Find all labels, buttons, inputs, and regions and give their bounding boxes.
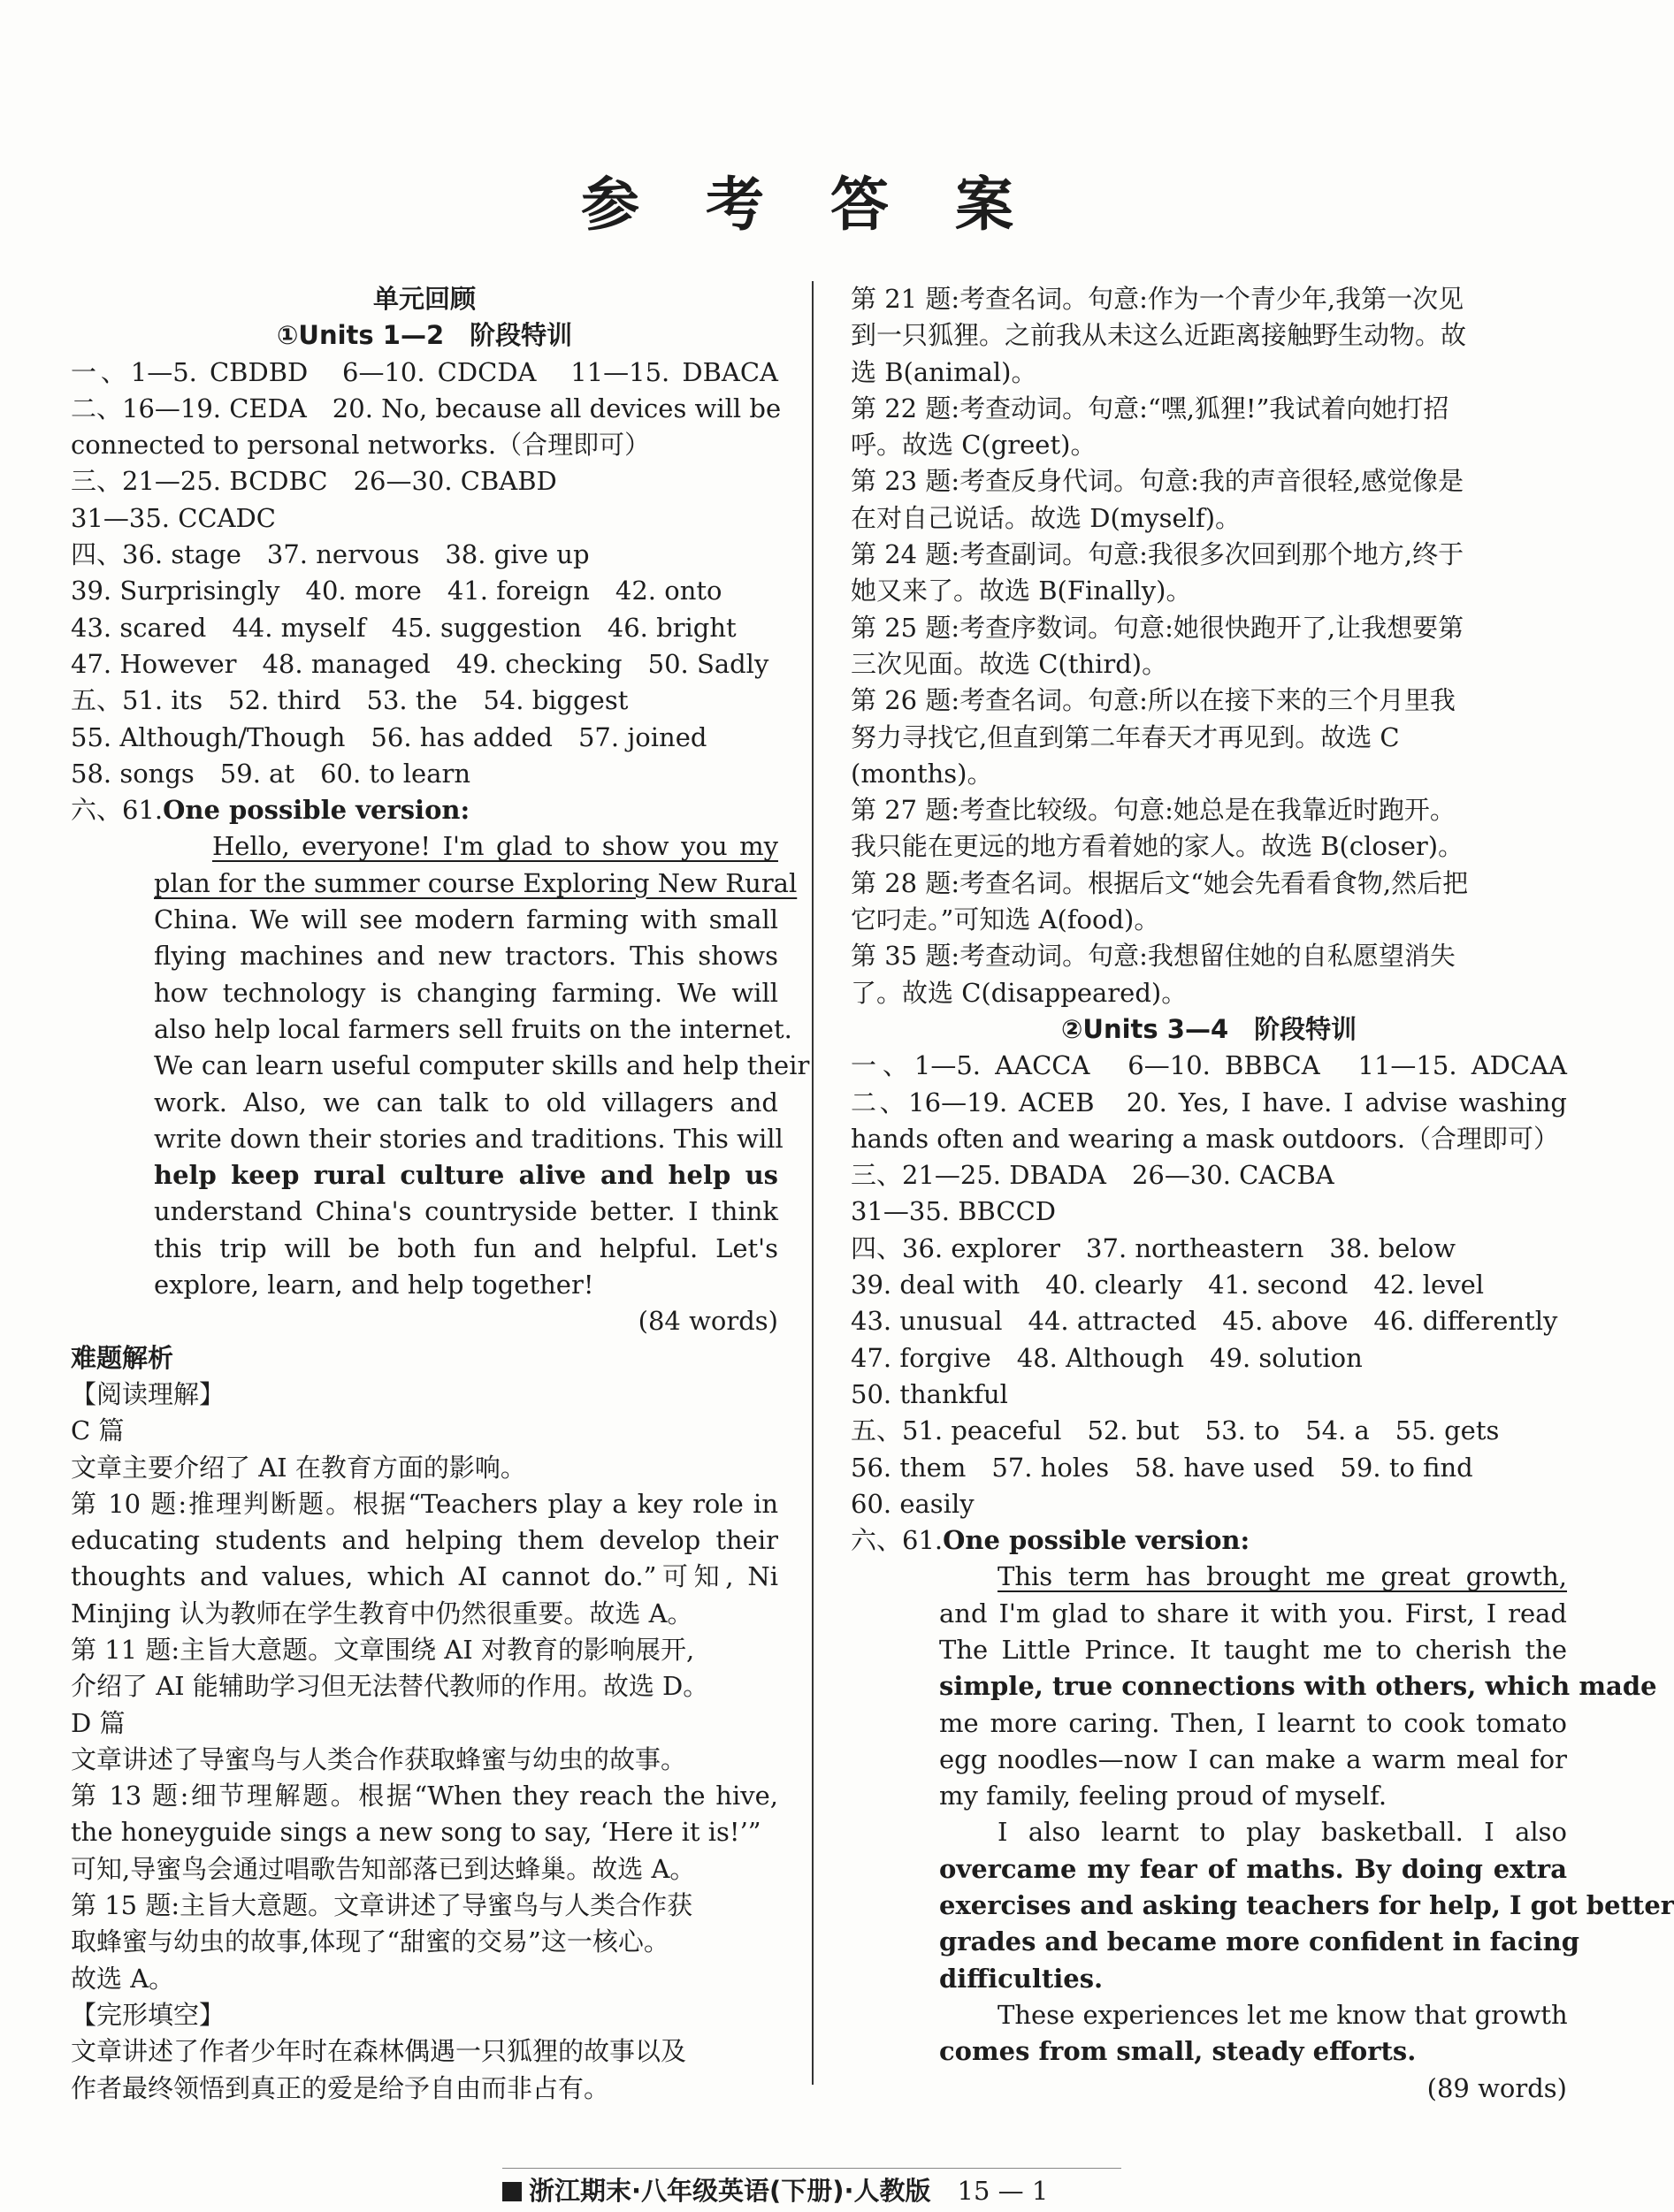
column-divider xyxy=(812,281,814,2085)
analysis-line: 可知,导蜜鸟会通过唱歌告知部落已到达蜂巢。故选 A。 xyxy=(71,1853,696,1884)
answer-line: 43. unusual 44. attracted 45. above 46. differently xyxy=(851,1306,1558,1337)
answer-line: 47. However 48. managed 49. checking 50. Sadly xyxy=(71,648,769,679)
answer-line: 二、16—19. ACEB 20. Yes, I have. I advise washing xyxy=(851,1087,1567,1117)
cloze-line: 它叼走。”可知选 A(food)。 xyxy=(851,904,1160,935)
section-title: 单元回顾 xyxy=(372,284,476,314)
essay-line: exercises and asking teachers for help, I got better xyxy=(939,1890,1674,1921)
essay-line: This term has brought me great growth, xyxy=(998,1561,1567,1592)
analysis-line: educating students and helping them develop their xyxy=(71,1525,778,1556)
footer-text: 浙江期末·八年级英语(下册)·人教版 xyxy=(529,2176,931,2206)
cloze-line: 她又来了。故选 B(Finally)。 xyxy=(851,576,1192,606)
analysis-line: 第 10 题:推理判断题。根据“Teachers play a key role in xyxy=(71,1488,778,1519)
answer-line: 五、51. peaceful 52. but 53. to 54. a 55. gets xyxy=(851,1415,1500,1446)
analysis-line: 故选 A。 xyxy=(71,1963,175,1994)
essay-version-label: One possible version: xyxy=(163,795,470,826)
analysis-line: the honeyguide sings a new song to say, ‘Here it is!’” xyxy=(71,1817,761,1848)
answer-line: 一、1—5. CBDBD 6—10. CDCDA 11—15. DBACA xyxy=(71,356,778,387)
cloze-line: 第 22 题:考查动词。句意:“嘿,狐狸!”我试着向她打招 xyxy=(851,393,1449,423)
essay-line: this trip will be both fun and helpful. Let's xyxy=(154,1232,778,1263)
analysis-line: Minjing 认为教师在学生教育中仍然很重要。故选 A。 xyxy=(71,1598,693,1628)
essay-2 xyxy=(851,1559,1674,2070)
answer-line: 43. scared 44. myself 45. suggestion 46. bright xyxy=(71,612,737,643)
square-bullet-icon xyxy=(502,2182,522,2201)
cloze-line: 我只能在更远的地方看着她的家人。故选 B(closer)。 xyxy=(851,831,1464,862)
answer-line: 47. forgive 48. Although 49. solution xyxy=(851,1342,1363,1373)
cloze-line: 第 26 题:考查名词。句意:所以在接下来的三个月里我 xyxy=(851,685,1456,716)
essay-line: my family, feeling proud of myself. xyxy=(939,1781,1387,1812)
essay-line: plan for the summer course Exploring New Rural xyxy=(154,867,798,898)
cloze-line: 第 35 题:考查动词。句意:我想留住她的自私愿望消失 xyxy=(851,941,1456,972)
answer-line: 50. thankful xyxy=(851,1378,1008,1409)
answer-line: 31—35. CCADC xyxy=(71,502,276,533)
essay-line: grades and became more confident in facing xyxy=(939,1926,1579,1957)
analysis-line: thoughts and values, which AI cannot do.”可知, Ni xyxy=(71,1561,778,1592)
essay-line: how technology is changing farming. We will xyxy=(154,977,778,1008)
analysis-line: D 篇 xyxy=(71,1707,126,1738)
answer-line: 31—35. BBCCD xyxy=(851,1196,1057,1227)
analysis-line: 取蜂蜜与幼虫的故事,体现了“甜蜜的交易”这一核心。 xyxy=(71,1926,669,1957)
essay-line: write down their stories and traditions. This will xyxy=(154,1123,783,1154)
answer-line: connected to personal networks.（合理即可） xyxy=(71,430,651,461)
cloze-line: 呼。故选 C(greet)。 xyxy=(851,430,1097,461)
cloze-line: 第 21 题:考查名词。句意:作为一个青少年,我第一次见 xyxy=(851,284,1464,314)
left-column xyxy=(71,281,810,2107)
essay-line: China. We will see modern farming with small xyxy=(154,904,778,935)
essay-line: work. Also, we can talk to old villagers and xyxy=(154,1087,778,1117)
essay-line: explore, learn, and help together! xyxy=(154,1270,594,1301)
cloze-line: 第 23 题:考查反身代词。句意:我的声音很轻,感觉像是 xyxy=(851,466,1464,497)
essay-line: egg noodles—now I can make a warm meal for xyxy=(939,1743,1567,1774)
essay-line: comes from small, steady efforts. xyxy=(939,2036,1417,2067)
answer-line: 一、1—5. AACCA 6—10. BBBCA 11—15. ADCAA xyxy=(851,1050,1567,1081)
analysis-line: 第 11 题:主旨大意题。文章围绕 AI 对教育的影响展开, xyxy=(71,1634,695,1665)
analysis-line: 第 13 题:细节理解题。根据“When they reach the hive, xyxy=(71,1781,778,1812)
answer-line: 39. deal with 40. clearly 41. second 42. level xyxy=(851,1270,1485,1301)
analysis-title: 难题解析 xyxy=(71,1342,174,1373)
right-column xyxy=(851,281,1674,2107)
answer-line: 58. songs 59. at 60. to learn xyxy=(71,758,471,789)
answer-line: 55. Although/Though 56. has added 57. joined xyxy=(71,721,707,752)
essay-line: me more caring. Then, I learnt to cook tomato xyxy=(939,1707,1567,1738)
essay-number: 六、61. xyxy=(71,795,164,826)
answer-line: 56. them 57. holes 58. have used 59. to find xyxy=(851,1452,1473,1483)
analysis-line: C 篇 xyxy=(71,1415,125,1446)
reading-title: 【阅读理解】 xyxy=(71,1378,225,1409)
analysis-line: 文章讲述了导蜜鸟与人类合作获取蜂蜜与幼虫的故事。 xyxy=(71,1743,687,1774)
analysis-line: 文章主要介绍了 AI 在教育方面的影响。 xyxy=(71,1452,526,1483)
essay-line: Hello, everyone! I'm glad to show you my xyxy=(212,831,778,862)
answer-line: 五、51. its 52. third 53. the 54. biggest xyxy=(71,685,629,716)
essay-line: simple, true connections with others, which made xyxy=(939,1671,1657,1702)
cloze-line: 选 B(animal)。 xyxy=(851,356,1037,387)
cloze-line: 第 24 题:考查副词。句意:我很多次回到那个地方,终于 xyxy=(851,539,1464,570)
cloze-line: 第 27 题:考查比较级。句意:她总是在我靠近时跑开。 xyxy=(851,795,1456,826)
cloze-line: 作者最终领悟到真正的爱是给予自由而非占有。 xyxy=(71,2072,610,2103)
essay-line: flying machines and new tractors. This shows xyxy=(154,941,778,972)
cloze-line: 文章讲述了作者少年时在森林偶遇一只狐狸的故事以及 xyxy=(71,2036,687,2067)
word-count: (84 words) xyxy=(638,1306,778,1337)
essay-version-label: One possible version: xyxy=(943,1525,1250,1556)
cloze-line: 了。故选 C(disappeared)。 xyxy=(851,977,1188,1008)
essay-label xyxy=(71,792,778,828)
cloze-line: 三次见面。故选 C(third)。 xyxy=(851,648,1168,679)
page-number: 15 — 1 xyxy=(957,2176,1049,2206)
cloze-line: 第 28 题:考查名词。根据后文“她会先看看食物,然后把 xyxy=(851,867,1469,898)
page-footer xyxy=(502,2171,1121,2207)
essay-number: 六、61. xyxy=(851,1525,944,1556)
cloze-line: 努力寻找它,但直到第二年春天才再见到。故选 C xyxy=(851,721,1400,752)
cloze-line: (months)。 xyxy=(851,758,993,789)
answer-line: 四、36. explorer 37. northeastern 38. below xyxy=(851,1232,1456,1263)
cloze-line: 在对自己说话。故选 D(myself)。 xyxy=(851,502,1242,533)
essay-1 xyxy=(71,828,810,1303)
unit2-title: ②Units 3—4 阶段特训 xyxy=(1060,1013,1357,1044)
cloze-line: 第 25 题:考查序数词。句意:她很快跑开了,让我想要第 xyxy=(851,612,1464,643)
essay-line: and I'm glad to share it with you. First, I read xyxy=(939,1598,1567,1628)
essay-line: The Little Prince. It taught me to cherish the xyxy=(939,1634,1567,1665)
analysis-line: 第 15 题:主旨大意题。文章讲述了导蜜鸟与人类合作获 xyxy=(71,1890,693,1921)
answer-line: 39. Surprisingly 40. more 41. foreign 42. onto xyxy=(71,576,722,606)
answer-line: 60. easily xyxy=(851,1488,975,1519)
essay-line: also help local farmers sell fruits on the internet. xyxy=(154,1013,792,1044)
cloze-line: 到一只狐狸。之前我从未这么近距离接触野生动物。故 xyxy=(851,320,1467,351)
answer-line: 二、16—19. CEDA 20. No, because all devices will be xyxy=(71,393,782,423)
cloze-title: 【完形填空】 xyxy=(71,1999,225,2030)
essay-line: difficulties. xyxy=(939,1963,1104,1994)
essay-line: We can learn useful computer skills and help their xyxy=(154,1050,810,1081)
answer-line: 三、21—25. DBADA 26—30. CACBA xyxy=(851,1160,1334,1191)
essay-label xyxy=(851,1522,1567,1559)
answer-line: hands often and wearing a mask outdoors.（合理即可） xyxy=(851,1123,1560,1154)
essay-line: These experiences let me know that growth xyxy=(998,1999,1568,2030)
word-count: (89 words) xyxy=(1426,2072,1567,2103)
essay-line: overcame my fear of maths. By doing extra xyxy=(939,1853,1567,1884)
essay-line: understand China's countryside better. I think xyxy=(154,1196,778,1227)
unit1-title: ①Units 1—2 阶段特训 xyxy=(276,320,573,351)
essay-line: help keep rural culture alive and help us xyxy=(154,1160,778,1191)
answer-line: 四、36. stage 37. nervous 38. give up xyxy=(71,539,590,570)
page-title: 参 考 答 案 xyxy=(581,170,1036,239)
analysis-line: 介绍了 AI 能辅助学习但无法替代教师的作用。故选 D。 xyxy=(71,1671,709,1702)
answer-line: 三、21—25. BCDBC 26—30. CBABD xyxy=(71,466,557,497)
footer-rule xyxy=(502,2168,1121,2169)
essay-line: I also learnt to play basketball. I also xyxy=(998,1817,1567,1848)
